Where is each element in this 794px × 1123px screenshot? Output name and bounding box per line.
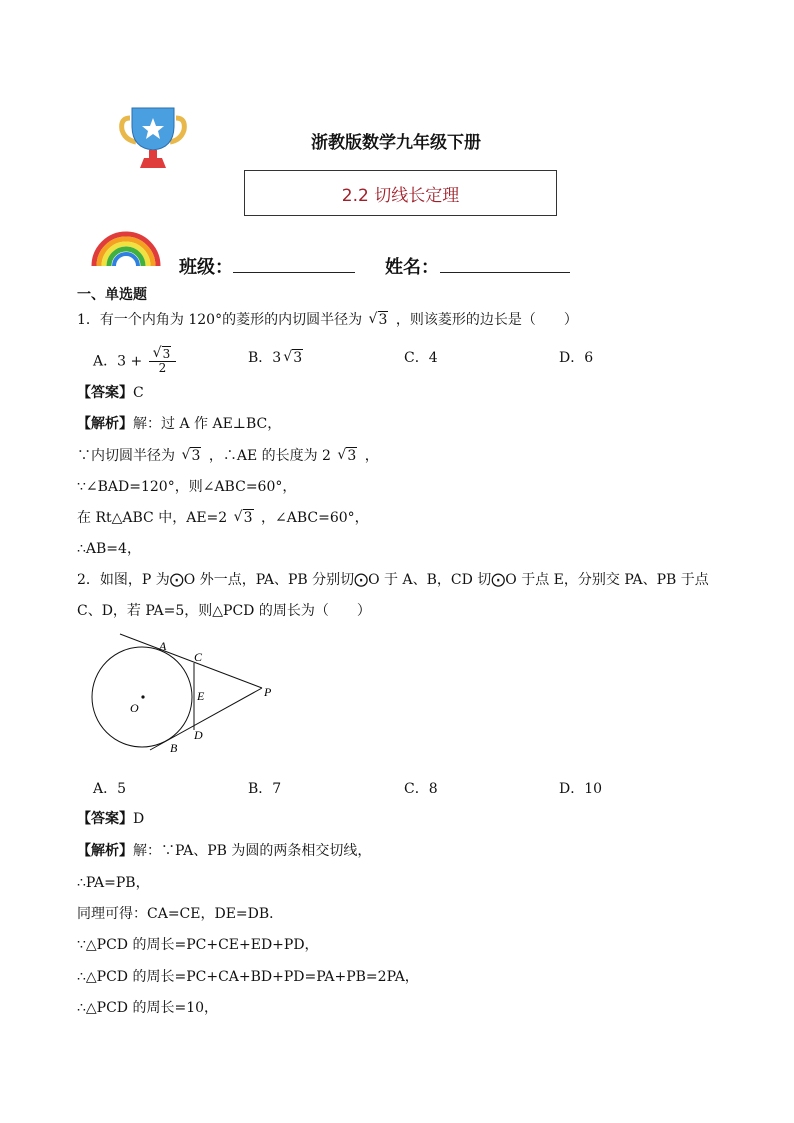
q2-analysis-5: ∴△PCD 的周长=PC+CA+BD+PD=PA+PB=2PA， — [77, 969, 419, 985]
q1-analysis-3: ∵∠BAD=120°，则∠ABC=60°， — [77, 479, 297, 495]
q2-option-c: C．8 — [404, 781, 438, 797]
label-b: B — [170, 741, 178, 755]
lesson-title: 2.2 切线长定理 — [341, 185, 460, 206]
name-label: 姓名： — [385, 257, 439, 278]
q2-figure — [90, 630, 290, 760]
book-title: 浙教版数学九年级下册 — [311, 133, 481, 153]
label-e: E — [197, 689, 205, 703]
q1-option-d: D．6 — [559, 350, 594, 366]
q2-answer: 【答案】D — [77, 811, 145, 827]
section-title: 一、单选题 — [77, 287, 147, 303]
trophy-icon — [118, 104, 188, 170]
q1-option-b: B．3√ 3 — [248, 348, 306, 368]
label-o: O — [130, 701, 139, 715]
q2-analysis-4: ∵△PCD 的周长=PC+CE+ED+PD， — [77, 937, 319, 953]
lesson-title-box — [244, 170, 557, 216]
q2-analysis-3: 同理可得：CA=CE，DE=DB． — [77, 906, 284, 922]
class-label: 班级： — [179, 257, 233, 278]
q1-option-a: A．3 + √ $\frac{3}{2}$ — [93, 348, 176, 375]
rainbow-icon — [90, 228, 162, 268]
center-o-dot — [141, 695, 144, 698]
q1-analysis-1: 【解析】解：过 A 作 AE⊥BC， — [77, 416, 282, 432]
name-field[interactable] — [440, 272, 570, 273]
q2-option-d: D．10 — [559, 781, 603, 797]
q1-analysis-2: ∵内切圆半径为 √ 3 ，∴AE 的长度为 2 √ 3 ， — [77, 446, 379, 466]
label-d: D — [194, 728, 203, 742]
class-field[interactable] — [233, 272, 355, 273]
q2-stem-1: 2．如图，P 为⨀O 外一点，PA、PB 分别切⨀O 于 A、B，CD 切⨀O 于点 E，分别交 PA、PB 于点 — [77, 572, 709, 588]
q2-analysis-1: 【解析】解：∵PA、PB 为圆的两条相交切线， — [77, 843, 372, 859]
q2-option-a: A．5 — [93, 781, 127, 797]
label-p: P — [264, 685, 272, 699]
q2-analysis-6: ∴△PCD 的周长=10， — [77, 1000, 219, 1016]
q1-analysis-5: ∴AB=4， — [77, 541, 141, 557]
q2-option-b: B．7 — [248, 781, 282, 797]
label-a: A — [159, 639, 167, 653]
q1-option-c: C．4 — [404, 350, 438, 366]
q2-stem-2: C、D，若 PA=5，则△PCD 的周长为（ ） — [77, 603, 371, 619]
tangent-pb — [150, 688, 262, 750]
label-c: C — [194, 650, 203, 664]
q1-answer: 【答案】C — [77, 385, 144, 401]
q1-stem: 1．有一个内角为 120°的菱形的内切圆半径为 √ 3 ，则该菱形的边长是（ ） — [77, 310, 578, 330]
q1-analysis-4: 在 Rt△ABC 中，AE=2 √ 3 ，∠ABC=60°， — [77, 508, 369, 528]
q2-analysis-2: ∴PA=PB， — [77, 875, 150, 891]
tangent-pa — [120, 634, 262, 688]
